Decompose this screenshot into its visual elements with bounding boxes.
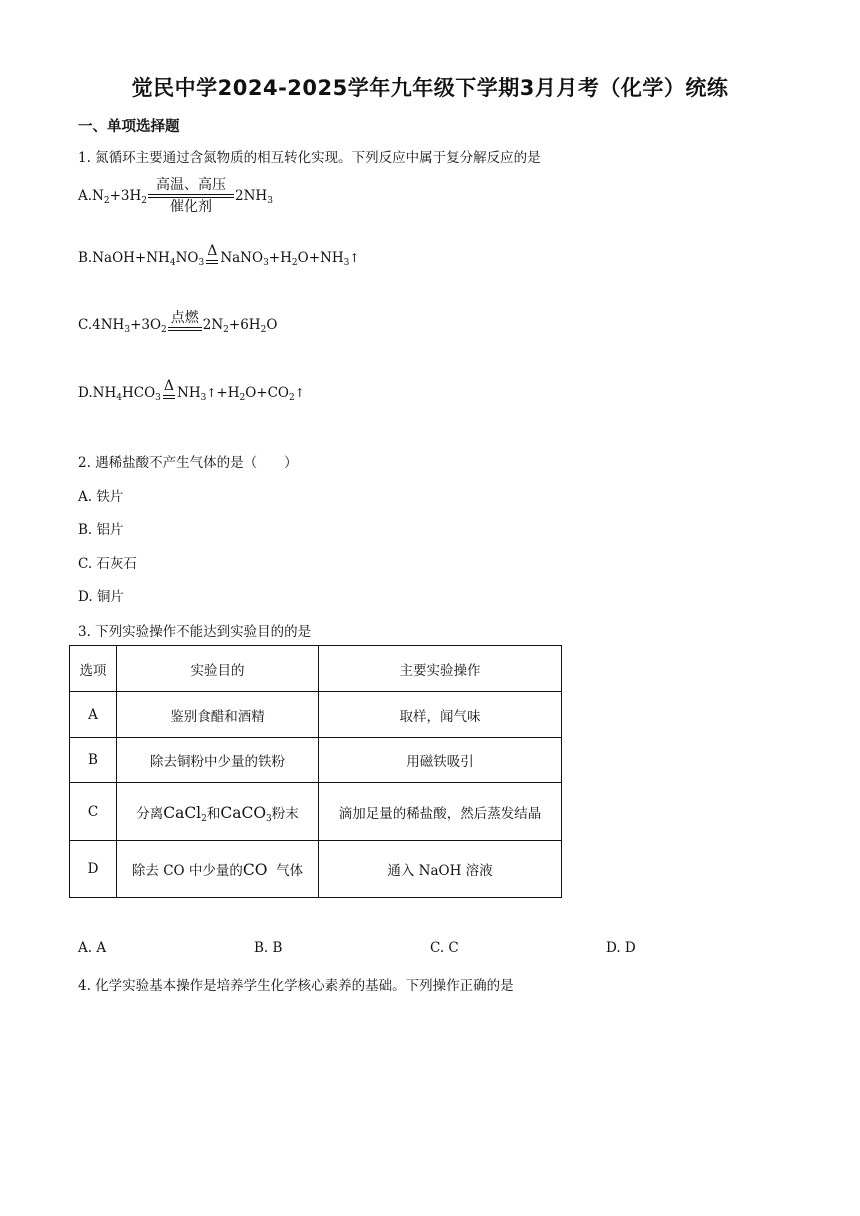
section-heading: 一、单项选择题 — [78, 119, 180, 135]
table-header-row — [70, 646, 562, 692]
question-3-stem: 3. 下列实验操作不能达到实验目的的是 — [78, 624, 312, 640]
table-row — [70, 738, 562, 783]
question-2-option-d[interactable]: D. 铜片 — [78, 589, 124, 605]
question-3-option-b[interactable]: B. B — [254, 940, 283, 956]
header-operation: 主要实验操作 — [319, 646, 562, 692]
row-option: A — [70, 692, 117, 738]
question-1-option-c[interactable] — [78, 310, 278, 335]
row-goal: 除去 CO 中少量的CO 气体 — [117, 841, 319, 898]
row-operation: 滴加足量的稀盐酸，然后蒸发结晶 — [319, 783, 562, 841]
equation-lhs: $4NH_3+3O_2$ — [92, 317, 167, 335]
equation-lhs: $NaOH+NH_4NO_3$ — [92, 250, 205, 268]
row-option: C — [70, 783, 117, 841]
equation-lhs: $NH_4HCO_3$ — [92, 385, 161, 403]
question-2-option-a[interactable]: A. 铁片 — [78, 489, 124, 505]
question-3-option-d[interactable]: D. D — [606, 940, 636, 956]
table-row — [70, 692, 562, 738]
equation-lhs: $N_2+3H_2$ — [92, 188, 148, 206]
question-2-stem: 2. 遇稀盐酸不产生气体的是（ ） — [78, 455, 298, 471]
header-option: 选项 — [70, 646, 117, 692]
header-goal: 实验目的 — [117, 646, 319, 692]
row-option: D — [70, 841, 117, 898]
question-1-stem: 1. 氮循环主要通过含氮物质的相互转化实现。下列反应中属于复分解反应的是 — [78, 150, 541, 166]
question-4-stem: 4. 化学实验基本操作是培养学生化学核心素养的基础。下列操作正确的是 — [78, 978, 514, 994]
row-option: B — [70, 738, 117, 783]
page-title: 觉民中学2024-2025学年九年级下学期3月月考（化学）统练 — [131, 76, 729, 100]
row-operation: 用磁铁吸引 — [319, 738, 562, 783]
heat-condition: Δ — [162, 379, 176, 399]
equation-rhs: $2N_2+6H_2O$ — [202, 317, 278, 335]
reaction-condition: 高温、高压 催化剂 — [148, 178, 234, 214]
question-2-option-b[interactable]: B. 铝片 — [78, 522, 124, 538]
row-goal: 分离CaCl$_2$和CaCO$_3$粉末 — [117, 783, 319, 841]
question-3-option-c[interactable]: C. C — [430, 940, 459, 956]
equation-rhs: $2NH_3$ — [235, 188, 273, 206]
row-goal: 鉴别食醋和酒精 — [117, 692, 319, 738]
question-3-option-a[interactable]: A. A — [78, 940, 107, 956]
question-2-option-c[interactable]: C. 石灰石 — [78, 556, 137, 572]
option-label: A. — [78, 188, 93, 204]
option-label: D. — [78, 385, 93, 401]
experiment-table — [69, 645, 562, 898]
option-label: C. — [78, 317, 93, 333]
equation-rhs: $NH_3↑+H_2O+CO_2↑$ — [177, 385, 305, 403]
question-1-option-d[interactable] — [78, 378, 305, 403]
question-1-option-a[interactable] — [78, 178, 273, 214]
row-operation: 取样，闻气味 — [319, 692, 562, 738]
option-label: B. — [78, 250, 93, 266]
heat-condition: Δ — [205, 244, 219, 264]
table-row — [70, 783, 562, 841]
table-row — [70, 841, 562, 898]
row-goal: 除去铜粉中少量的铁粉 — [117, 738, 319, 783]
row-operation: 通入 NaOH 溶液 — [319, 841, 562, 898]
ignite-condition: 点燃 — [168, 311, 202, 331]
equation-rhs: $NaNO_3+H_2O+NH_3↑$ — [220, 250, 360, 268]
question-1-option-b[interactable] — [78, 243, 360, 268]
